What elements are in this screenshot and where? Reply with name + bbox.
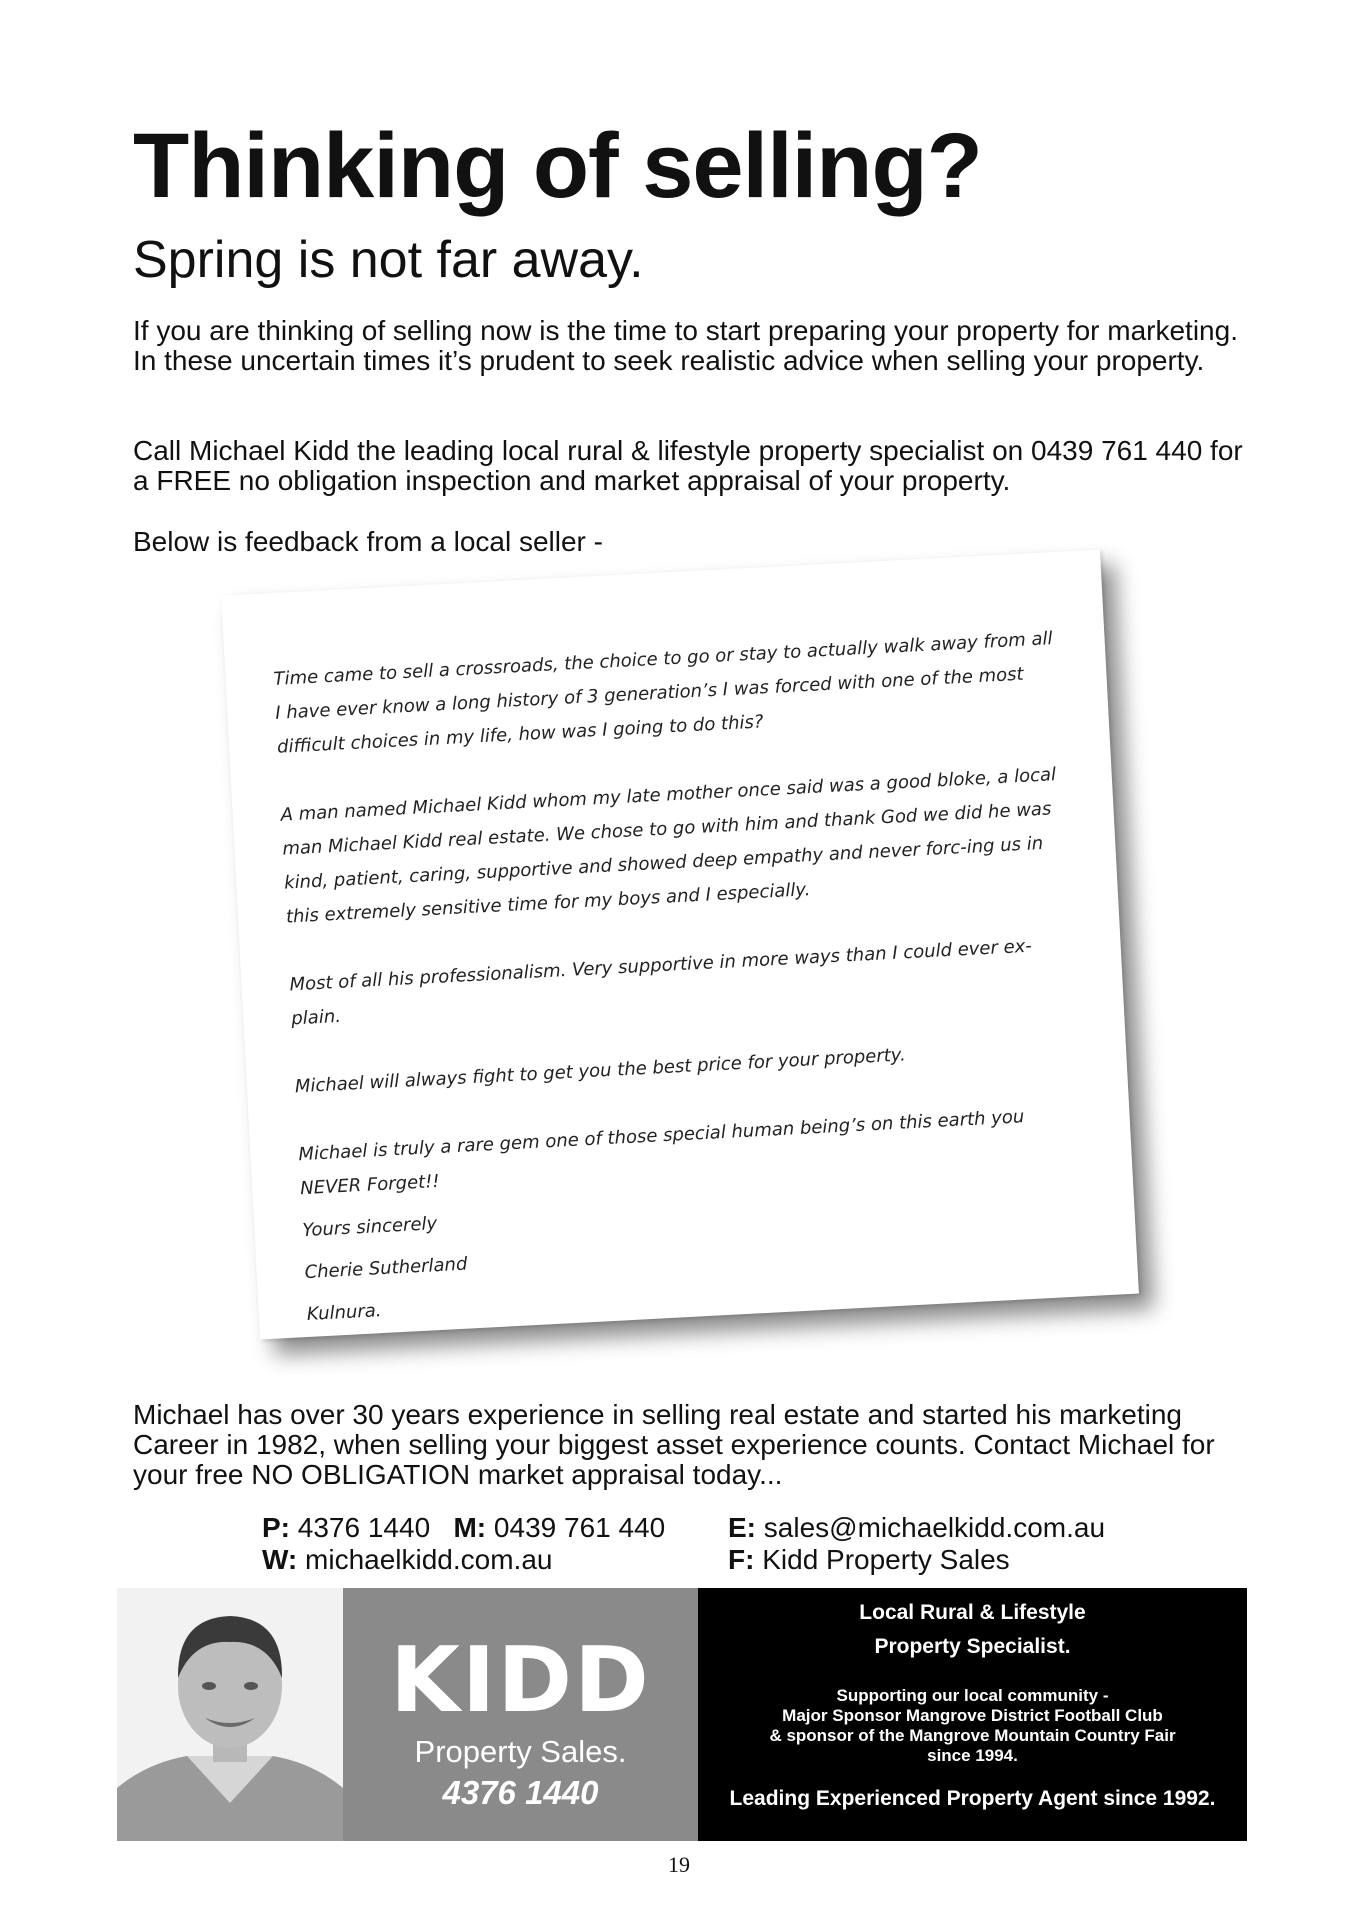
leading-agent-tagline: Leading Experienced Property Agent since 1992. bbox=[729, 1787, 1216, 1810]
facebook-page[interactable]: Kidd Property Sales bbox=[762, 1544, 1010, 1575]
phone-number[interactable]: 4376 1440 bbox=[297, 1512, 431, 1543]
letter-paragraph-2: A man named Michael Kidd whom my late mother once said was a good bloke, a local man Michael Kidd real estate. We chose to go with him and thank God we did he was kind, patient, caring, supportive and showed deep empathy and never forc-ing us in this extremely sensitive time for my boys and I especially. bbox=[280, 764, 1057, 928]
specialist-line-2: Property Specialist. bbox=[874, 1635, 1071, 1658]
call-to-action-paragraph: Call Michael Kidd the leading local rural & lifestyle property specialist on 0439 761 440 for a FREE no obligation inspection and market appraisal of your property. bbox=[133, 435, 1243, 496]
support-line-2: Major Sponsor Mangrove District Football Club bbox=[782, 1706, 1163, 1725]
letter-paragraph-4: Michael will always fight to get you the best price for your property. bbox=[294, 1044, 907, 1098]
letter-location: Kulnura. bbox=[306, 1300, 383, 1326]
specialist-line-1: Local Rural & Lifestyle bbox=[859, 1601, 1086, 1624]
contact-web bbox=[262, 1544, 552, 1576]
subheadline: Spring is not far away. bbox=[133, 231, 644, 289]
letter-signature: Cherie Sutherland bbox=[304, 1253, 468, 1284]
community-support bbox=[708, 1686, 1237, 1766]
letter-paragraph-1: Time came to sell a crossroads, the choice to go or stay to actually walk away from all I have ever know a long history of 3 generation’s I was forced with one of the most difficult choices in my life, how was I going to do this? bbox=[273, 628, 1054, 758]
support-line-4: since 1994. bbox=[927, 1746, 1018, 1765]
page-number: 19 bbox=[668, 1852, 690, 1877]
testimonial-letter bbox=[221, 549, 1139, 1339]
agent-portrait-icon bbox=[117, 1588, 343, 1841]
letter-paragraph-3: Most of all his professionalism. Very supportive in more ways than I could ever ex-plain. bbox=[289, 935, 1033, 1030]
brand-panel bbox=[343, 1588, 698, 1841]
agent-photo bbox=[117, 1588, 343, 1841]
contact-phones bbox=[262, 1512, 665, 1544]
mobile-label: M: bbox=[453, 1512, 487, 1543]
specialist-title bbox=[698, 1596, 1247, 1664]
brand-logo-text: KIDD bbox=[390, 1628, 651, 1733]
brand-phone[interactable]: 4376 1440 bbox=[442, 1774, 599, 1811]
email-link[interactable]: sales@michaelkidd.com.au bbox=[763, 1512, 1106, 1543]
intro-paragraph: If you are thinking of selling now is the time to start preparing your property for marketing. In these uncertain times it’s prudent to seek realistic advice when selling your property. bbox=[133, 315, 1238, 376]
support-line-3: & sponsor of the Mangrove Mountain Country Fair bbox=[769, 1726, 1176, 1745]
specialist-panel bbox=[698, 1588, 1247, 1841]
letter-paragraph-5: Michael is truly a rare gem one of those special human being’s on this earth you NEVER Forget!! bbox=[297, 1106, 1025, 1200]
website-link[interactable]: michaelkidd.com.au bbox=[305, 1544, 553, 1575]
mobile-number[interactable]: 0439 761 440 bbox=[493, 1512, 666, 1543]
contact-email bbox=[728, 1512, 1105, 1544]
support-line-1: Supporting our local community - bbox=[836, 1686, 1109, 1705]
feedback-intro: Below is feedback from a local seller - bbox=[133, 526, 603, 557]
web-label: W: bbox=[262, 1544, 298, 1575]
experience-paragraph: Michael has over 30 years experience in selling real estate and started his marketing Career in 1982, when selling your biggest asset experience counts. Contact Michael for your free NO OBLIGATION market appraisal today... bbox=[133, 1399, 1215, 1490]
facebook-label: F: bbox=[728, 1544, 755, 1575]
agency-banner bbox=[117, 1588, 1247, 1841]
headline: Thinking of selling? bbox=[133, 115, 982, 217]
email-label: E: bbox=[728, 1512, 756, 1543]
letter-closing: Yours sincerely bbox=[301, 1213, 438, 1242]
brand-subtitle: Property Sales. bbox=[414, 1734, 627, 1769]
contact-facebook bbox=[728, 1544, 1010, 1576]
letter-body bbox=[273, 622, 1097, 1340]
phone-label: P: bbox=[262, 1512, 290, 1543]
